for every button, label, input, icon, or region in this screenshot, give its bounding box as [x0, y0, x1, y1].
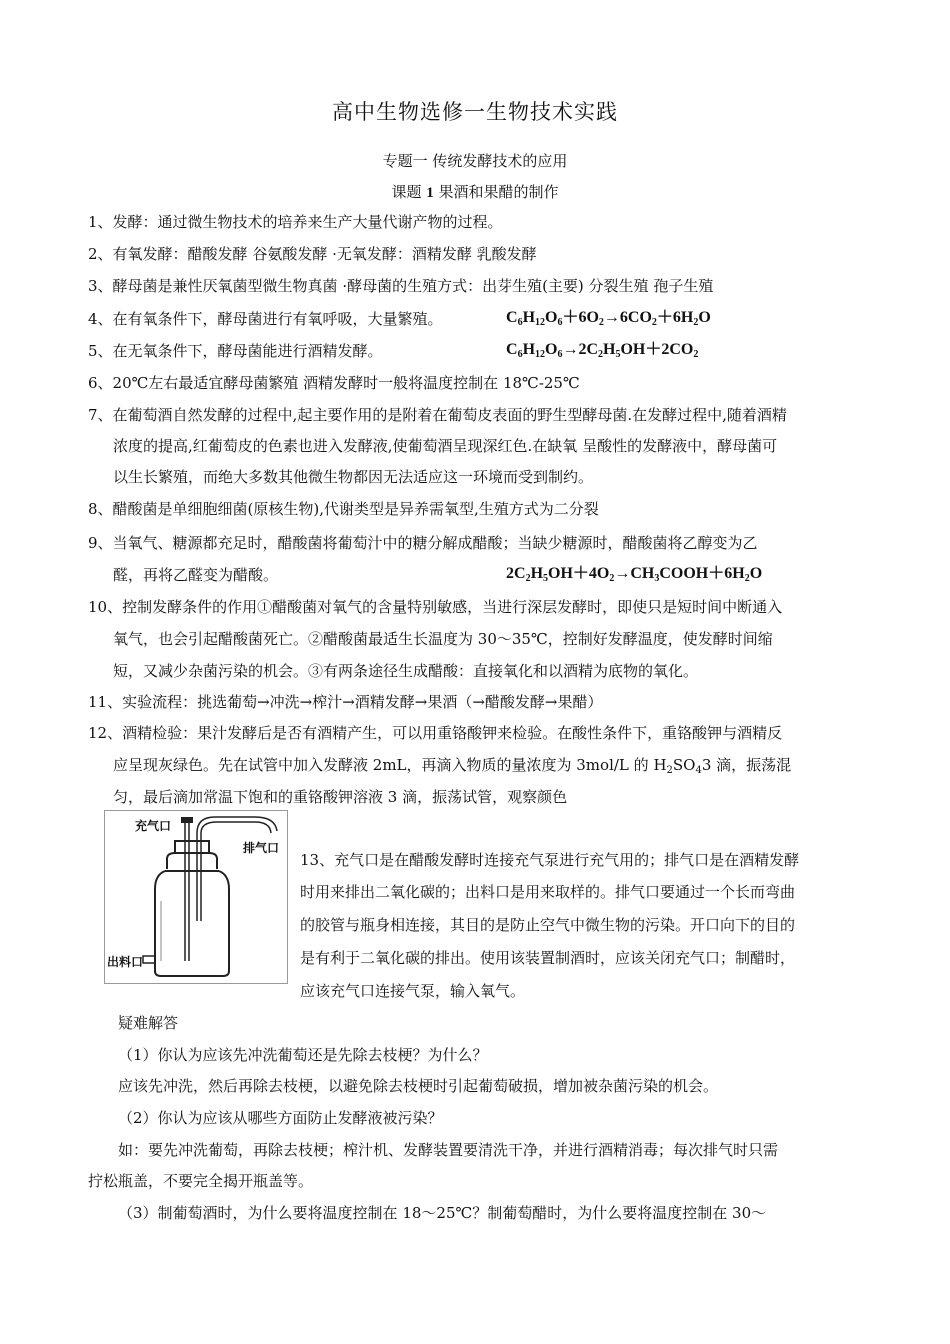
item-12-line-2: 应呈现灰绿色。先在试管中加入发酵液 2mL，再滴入物质的量浓度为 3mol/L 的 $H_2SO_43$ 滴，振荡混: [113, 756, 792, 776]
item-13-line-4: 是有利于二氧化碳的排出。使用该装置制酒时，应该关闭充气口；制醋时，: [300, 949, 796, 967]
item-7-line-3: 以生长繁殖，而绝大多数其他微生物都因无法适应这一环境而受到制约。: [113, 468, 594, 486]
question-2: （2）你认为应该从哪些方面防止发酵液被污染？: [118, 1109, 443, 1127]
lesson-prefix: 课题: [391, 183, 422, 201]
item-7-line-1: 7、在葡萄酒自然发酵的过程中,起主要作用的是附着在葡萄皮表面的野生型酵母菌.在发酵过程中,随着酒精: [88, 406, 787, 424]
item-3: 3、酵母菌是兼性厌氧菌型微生物真菌 ·酵母菌的生殖方式：出芽生殖(主要) 分裂生殖 孢子生殖: [88, 277, 714, 295]
item-13-line-2: 时用来排出二氧化碳的；出料口是用来取样的。排气口要通过一个长而弯曲: [300, 883, 796, 901]
answer-2-line-2: 拧松瓶盖，不要完全揭开瓶盖等。: [88, 1172, 314, 1190]
item-4: 4、在有氧条件下，酵母菌进行有氧呼吸，大量繁殖。: [88, 310, 443, 328]
item-10-line-1: 10、控制发酵条件的作用①醋酸菌对氧气的含量特别敏感，当进行深层发酵时，即使只是短时间中断通入: [88, 598, 783, 616]
item-1: 1、发酵：通过微生物技术的培养来生产大量代谢产物的过程。: [88, 213, 503, 231]
answer-1: 应该先冲洗，然后再除去枝梗，以避免除去枝梗时引起葡萄破损，增加被杂菌污染的机会。: [118, 1077, 719, 1095]
item-13-line-3: 的胶管与瓶身相连接，其目的是防止空气中微生物的污染。开口向下的目的: [300, 916, 796, 934]
answer-2-line-1: 如：要先冲洗葡萄，再除去枝梗；榨汁机、发酵装置要清洗干净，并进行酒精消毒；每次排气时只需: [118, 1141, 779, 1159]
item-13-line-5: 应该充气口连接气泵，输入氧气。: [300, 982, 526, 1000]
lesson-number: 1: [426, 185, 434, 201]
label-air-inlet: 充气口: [135, 819, 172, 833]
item-7-line-2: 浓度的提高,红葡萄皮的色素也进入发酵液,使葡萄酒呈现深红色.在缺氧 呈酸性的发酵液中，酵母菌可: [113, 437, 778, 455]
item-9-line-1: 9、当氧气、糖源都充足时，醋酸菌将葡萄汁中的糖分解成醋酸；当缺少糖源时，醋酸菌将乙醇变为乙: [88, 534, 758, 552]
formula-acetic: $2C_2H_5OH+4O_2\to CH_3COOH+6H_2O$: [506, 565, 763, 584]
fermentation-bottle-figure: [104, 810, 288, 984]
item-10-line-3: 短，又减少杂菌污染的机会。③有两条途径生成醋酸：直接氧化和以酒精为底物的氧化。: [113, 662, 699, 680]
item-12-line-1: 12、酒精检验：果汁发酵后是否有酒精产生，可以用重铬酸钾来检验。在酸性条件下，重铬酸钾与酒精反: [88, 724, 783, 742]
item-9-line-2: 醛，再将乙醛变为醋酸。: [113, 566, 279, 584]
label-exhaust: 排气口: [243, 841, 280, 855]
formula-aerobic: $C_6H_{12}O_6+6O_2\to 6CO_2+6H_2O$: [506, 309, 711, 328]
qa-heading: 疑难解答: [118, 1014, 179, 1032]
item-8: 8、醋酸菌是单细胞细菌(原核生物),代谢类型是异养需氧型,生殖方式为二分裂: [88, 500, 599, 518]
h2so4-formula: $H_2SO_4$: [653, 756, 702, 776]
question-3: （3）制葡萄酒时，为什么要将温度控制在 18～25℃？制葡萄醋时，为什么要将温度控制在 30～: [118, 1204, 767, 1222]
item-11: 11、实验流程：挑选葡萄→冲洗→榨汁→酒精发酵→果酒（→醋酸发酵→果醋）: [88, 693, 603, 711]
topic-heading: 专题一 传统发酵技术的应用: [382, 152, 568, 170]
formula-anaerobic: $C_6H_{12}O_6\to 2C_2H_5OH+2CO_2$: [506, 341, 699, 360]
lesson-name: 果酒和果醋的制作: [438, 183, 559, 201]
label-outlet: 出料口: [107, 955, 144, 969]
question-1: （1）你认为应该先冲洗葡萄还是先除去枝梗？为什么？: [118, 1046, 488, 1064]
page-title: 高中生物选修一生物技术实践: [332, 100, 618, 124]
item-10-line-2: 氧气，也会引起醋酸菌死亡。②醋酸菌最适生长温度为 30～35℃，控制好发酵温度，使发酵时间缩: [113, 630, 773, 648]
item-12-line-3: 匀，最后滴加常温下饱和的重铬酸钾溶液 3 滴，振荡试管，观察颜色: [113, 788, 568, 806]
item-2: 2、有氧发酵：醋酸发酵 谷氨酸发酵 ·无氧发酵：酒精发酵 乳酸发酵: [88, 245, 537, 263]
item-6: 6、20℃左右最适宜酵母菌繁殖 酒精发酵时一般将温度控制在 18℃-25℃: [88, 374, 580, 392]
lesson-heading: [0, 181, 950, 202]
item-5: 5、在无氧条件下，酵母菌能进行酒精发酵。: [88, 342, 383, 360]
item-13-line-1: 13、充气口是在醋酸发酵时连接充气泵进行充气用的；排气口是在酒精发酵: [300, 851, 800, 869]
